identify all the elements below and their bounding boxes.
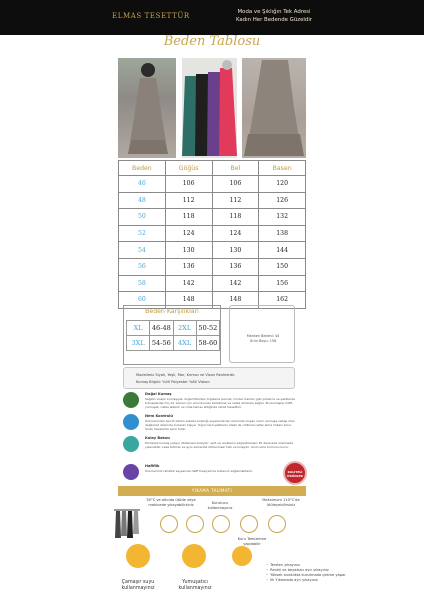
feature-desc: Ürünlerimiz rahatlık sayesinde hafif hissiyatı ile kullanım sağlamaktadır. xyxy=(145,469,253,473)
table-row xyxy=(119,209,306,226)
size-conversion-title: Beden Karşılıkları xyxy=(145,308,199,315)
lightbulb-icon xyxy=(232,546,252,566)
model-figure-1 xyxy=(118,58,176,158)
cell-gogus: 118 xyxy=(165,209,212,226)
feature-desc: Pürüzsüz kumaş yüzeyi ütülemesi kolaydır; sert ve renklerini kaybetmeden 30 derecede makinede yıkanabilir. Leke tutmaz ve aynı zamanda ütülenmesi hızlı ve kolaydır. Uzun süre formunu korur. xyxy=(145,441,294,449)
cell-bel: 106 xyxy=(212,176,259,193)
size-chart-title: Beden Tablosu xyxy=(163,34,261,49)
product-photo-1 xyxy=(118,58,176,158)
cell-bel: 118 xyxy=(212,209,259,226)
table-row xyxy=(127,336,220,351)
cell-basen: 126 xyxy=(259,192,306,209)
washing-title-bar xyxy=(118,486,306,496)
slogan-line-1: Moda ve Şıklığın Tek Adresi xyxy=(237,9,311,15)
cell-bel: 130 xyxy=(212,242,259,259)
cell-basen: 156 xyxy=(259,275,306,292)
water-drop-icon xyxy=(123,414,139,430)
color-info: Modelimiz Siyah, Yeşil, Mor, Kırmızı ve Vizon Renklerdir. xyxy=(136,373,236,377)
fabric-info: Kumaş Bilgisi: %40 Polyester %60 Viskon xyxy=(136,380,210,384)
feature-title: Doğal Kumaş xyxy=(145,392,172,396)
cell-gogus: 124 xyxy=(165,225,212,242)
cell-beden: 60 xyxy=(119,292,166,309)
color-variants-figure xyxy=(182,58,237,158)
leaf-icon xyxy=(123,392,139,408)
model-info-text xyxy=(230,334,296,344)
size-chart-table xyxy=(118,160,306,309)
clothes-rack-icon xyxy=(112,508,142,542)
cell-basen: 132 xyxy=(259,209,306,226)
table-row xyxy=(119,176,306,193)
cell-basen: 144 xyxy=(259,242,306,259)
size-chart-header-row xyxy=(119,161,306,176)
header-bar xyxy=(0,0,424,35)
seal-text: KALİTELİ ÜRÜNLER xyxy=(287,470,303,478)
header-basen: Basen xyxy=(259,161,306,176)
table-row xyxy=(119,258,306,275)
cell-gogus: 130 xyxy=(165,242,212,259)
cell-bel: 142 xyxy=(212,275,259,292)
dry-clean-note: Kuru Temizleme yapılabilir xyxy=(237,537,267,546)
product-length: Ürün Boyu: 158 xyxy=(249,339,277,343)
cell-gogus: 112 xyxy=(165,192,212,209)
feature-title: Kolay Bakım xyxy=(145,436,170,440)
cell-gogus: 106 xyxy=(165,176,212,193)
model-figure-3 xyxy=(242,58,306,158)
cell-basen: 150 xyxy=(259,258,306,275)
table-row xyxy=(127,321,220,336)
cell-beden: 58 xyxy=(119,275,166,292)
no-bleach-label: Çamaşır suyu kullanmayınız xyxy=(121,580,155,591)
model-info-box xyxy=(229,305,295,363)
brand-name: ELMAS TESETTÜR xyxy=(112,12,190,20)
cell-basen: 120 xyxy=(259,176,306,193)
size-conversion-box xyxy=(123,305,221,365)
header-bel: Bel xyxy=(212,161,259,176)
cell-gogus: 142 xyxy=(165,275,212,292)
quality-seal-icon xyxy=(283,461,307,485)
size-code: 2XL xyxy=(173,321,196,336)
no-bleach-hanger-icon xyxy=(126,544,150,568)
cell-beden: 52 xyxy=(119,225,166,242)
cell-bel: 124 xyxy=(212,225,259,242)
iron-note: Maksimum 110°C'de ütüleyebilirsiniz xyxy=(262,498,300,507)
cell-bel: 148 xyxy=(212,292,259,309)
size-conversion-table xyxy=(126,320,220,351)
dry-clean-icon xyxy=(240,515,258,533)
feature-title: Hafiflik xyxy=(145,464,160,468)
size-code: 4XL xyxy=(173,336,196,351)
no-tumble-dry-icon xyxy=(212,515,230,533)
product-photo-2 xyxy=(182,58,237,158)
list-item: • Tersten yıkayınız xyxy=(266,563,346,568)
cell-bel: 112 xyxy=(212,192,259,209)
wash-30-icon xyxy=(160,515,178,533)
size-range: 46-48 xyxy=(150,321,173,336)
cell-beden: 48 xyxy=(119,192,166,209)
cell-beden: 54 xyxy=(119,242,166,259)
size-code: XL xyxy=(127,321,150,336)
table-row xyxy=(119,192,306,209)
header-gogus: Göğüs xyxy=(165,161,212,176)
size-code: 3XL xyxy=(127,336,150,351)
cell-gogus: 148 xyxy=(165,292,212,309)
feather-icon xyxy=(123,464,139,480)
washing-title: YIKAMA TALİMATI xyxy=(191,488,233,493)
model-size: Manken Bedeni: 44 xyxy=(246,334,280,338)
list-item: • Renkli ve beyazları ayrı yıkayınız xyxy=(266,568,346,573)
cell-bel: 136 xyxy=(212,258,259,275)
no-bleach-icon xyxy=(186,515,204,533)
feature-desc: Sağlıklı viskon kumaşıyla; doğal liflerden örgülerle pamuk, modal, bambu gibi yüzlerce ve şekillerde kumaşlardan hiç bir zaman için vücudunuzu terletmez ve nefes almanızı sağlar. Bu kumaşlar hafif, yumuşak, nefes alabilir ve cilde temas ettiğinde rahat hissettirir. xyxy=(145,397,295,409)
header-beden: Beden xyxy=(119,161,166,176)
care-tips-list xyxy=(266,563,346,583)
size-range: 54-56 xyxy=(150,336,173,351)
cell-gogus: 136 xyxy=(165,258,212,275)
list-item: • Yüksek sıcaklıkta kurutmada çekme yapar xyxy=(266,573,346,578)
wash-icon xyxy=(123,436,139,452)
product-info-box xyxy=(123,367,295,389)
size-range: 58-60 xyxy=(196,336,219,351)
feature-title: Nem Kontrolü xyxy=(145,414,173,418)
temperature-note: 30°C ve altında ütüde veya makinede yıkayabilirsiniz xyxy=(146,498,196,507)
dryer-note: Kurutucu kullanmayınız xyxy=(207,501,233,510)
iron-icon xyxy=(268,515,286,533)
table-row xyxy=(119,242,306,259)
list-item: • İlk Yıkamada ayrı yıkayınız xyxy=(266,578,346,583)
cell-basen: 138 xyxy=(259,225,306,242)
slogan xyxy=(232,8,316,24)
table-row xyxy=(119,275,306,292)
no-softener-icon xyxy=(182,544,206,568)
cell-basen: 162 xyxy=(259,292,306,309)
feature-desc: Ürünlerimizin tercih edilen sebebi sıcaklığı sayesinde ten üzerinde oluşan nemi, kumaşa sebep olan değilsiniz üzerinde bulunan kişiye. Yoğun terli şekillerin ideali ile cildinize nefes alma imkanı tanır. Sıcak havalarda serin tutar. xyxy=(145,419,295,431)
product-photo-3 xyxy=(242,58,306,158)
cell-beden: 50 xyxy=(119,209,166,226)
table-row xyxy=(119,225,306,242)
cell-beden: 56 xyxy=(119,258,166,275)
no-softener-label: Yumuşatıcı kullanmayınız xyxy=(178,580,212,591)
slogan-line-2: Kadın Her Bedende Güzeldir xyxy=(235,17,313,23)
cell-beden: 46 xyxy=(119,176,166,193)
size-range: 50-52 xyxy=(196,321,219,336)
